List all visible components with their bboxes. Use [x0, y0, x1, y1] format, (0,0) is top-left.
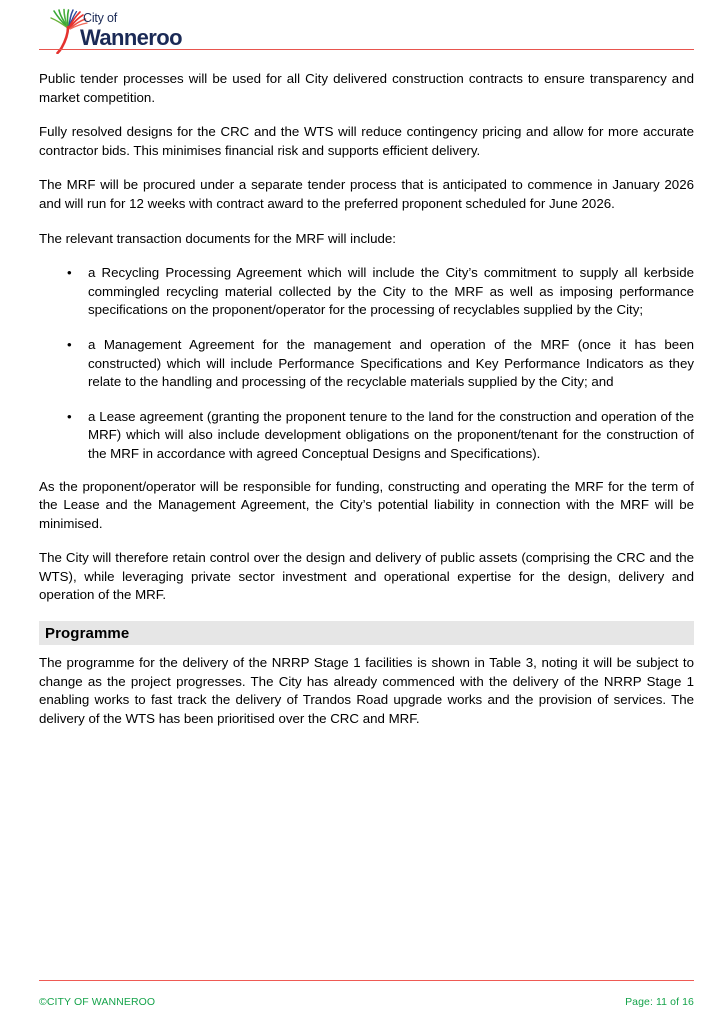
paragraph: The programme for the delivery of the NRRP Stage 1 facilities is shown in Table 3, noting it will be subject to change as the project progresses. The City has already commenced with the delivery of the NRRP Stage 1 enabling works to fast track the delivery of Trandos Road upgrade works and the provision of services. The delivery of the WTS has been prioritised over the CRC and MRF. — [39, 655, 694, 726]
logo-wordmark — [80, 12, 230, 49]
logo-city-label: City of — [83, 11, 118, 25]
footer-copyright: ©CITY OF WANNEROO — [39, 996, 156, 1008]
list-item — [39, 336, 694, 392]
paragraph: Fully resolved designs for the CRC and the WTS will reduce contingency pricing and allow for more accurate contractor bids. This minimises financial risk and supports efficient delivery. — [39, 124, 694, 158]
page-header — [0, 0, 706, 60]
section-heading-programme — [39, 621, 694, 645]
bullet-marker-icon: • — [67, 408, 72, 424]
header-divider-rule — [39, 49, 694, 50]
paragraph: As the proponent/operator will be responsible for funding, constructing and operating the MRF for the term of the Lease and the Management Agreement, the City’s potential liability in connection with the MRF will be minimised. — [39, 478, 694, 531]
list-item-text: a Recycling Processing Agreement which will include the City’s commitment to supply all kerbside commingled recycling material collected by the City to the MRF as well as imposing performance specifications on the proponent/operator for the processing of recyclables supplied by the City; — [88, 265, 694, 318]
list-item — [39, 264, 694, 320]
list-item — [39, 408, 694, 464]
list-item-text: a Lease agreement (granting the proponent tenure to the land for the construction and operation of the MRF) which will also include development obligations on the proponent/tenant for the construction of the MRF in accordance with agreed Conceptual Designs and Specifications). — [88, 408, 694, 461]
footer-page-number: Page: 11 of 16 — [625, 996, 694, 1008]
footer-divider-rule — [39, 980, 694, 981]
section-heading-label: Programme — [45, 624, 130, 642]
paragraph: The MRF will be procured under a separate tender process that is anticipated to commence in January 2026 and will run for 12 weeks with contract award to the preferred proponent scheduled for June 2026. — [39, 177, 694, 211]
page-footer — [0, 966, 706, 1021]
transaction-documents-list — [39, 264, 694, 463]
paragraph: Public tender processes will be used for all City delivered construction contracts to ensure transparency and market competition. — [39, 71, 694, 105]
document-body — [39, 70, 694, 728]
bullet-marker-icon: • — [67, 336, 72, 352]
bullet-marker-icon: • — [67, 265, 72, 281]
logo-name-label: Wanneroo — [80, 25, 182, 50]
paragraph: The City will therefore retain control over the design and delivery of public assets (comprising the CRC and the WTS), while leveraging private sector investment and operational expertise for the design, delivery and operation of the MRF. — [39, 550, 694, 603]
list-item-text: a Management Agreement for the management and operation of the MRF (once it has been constructed) which will include Performance Specifications and Key Performance Indicators as they relate to the handling and processing of the recyclable materials supplied by the City; and — [88, 336, 694, 390]
paragraph-list-intro: The relevant transaction documents for the MRF will include: — [39, 230, 396, 246]
